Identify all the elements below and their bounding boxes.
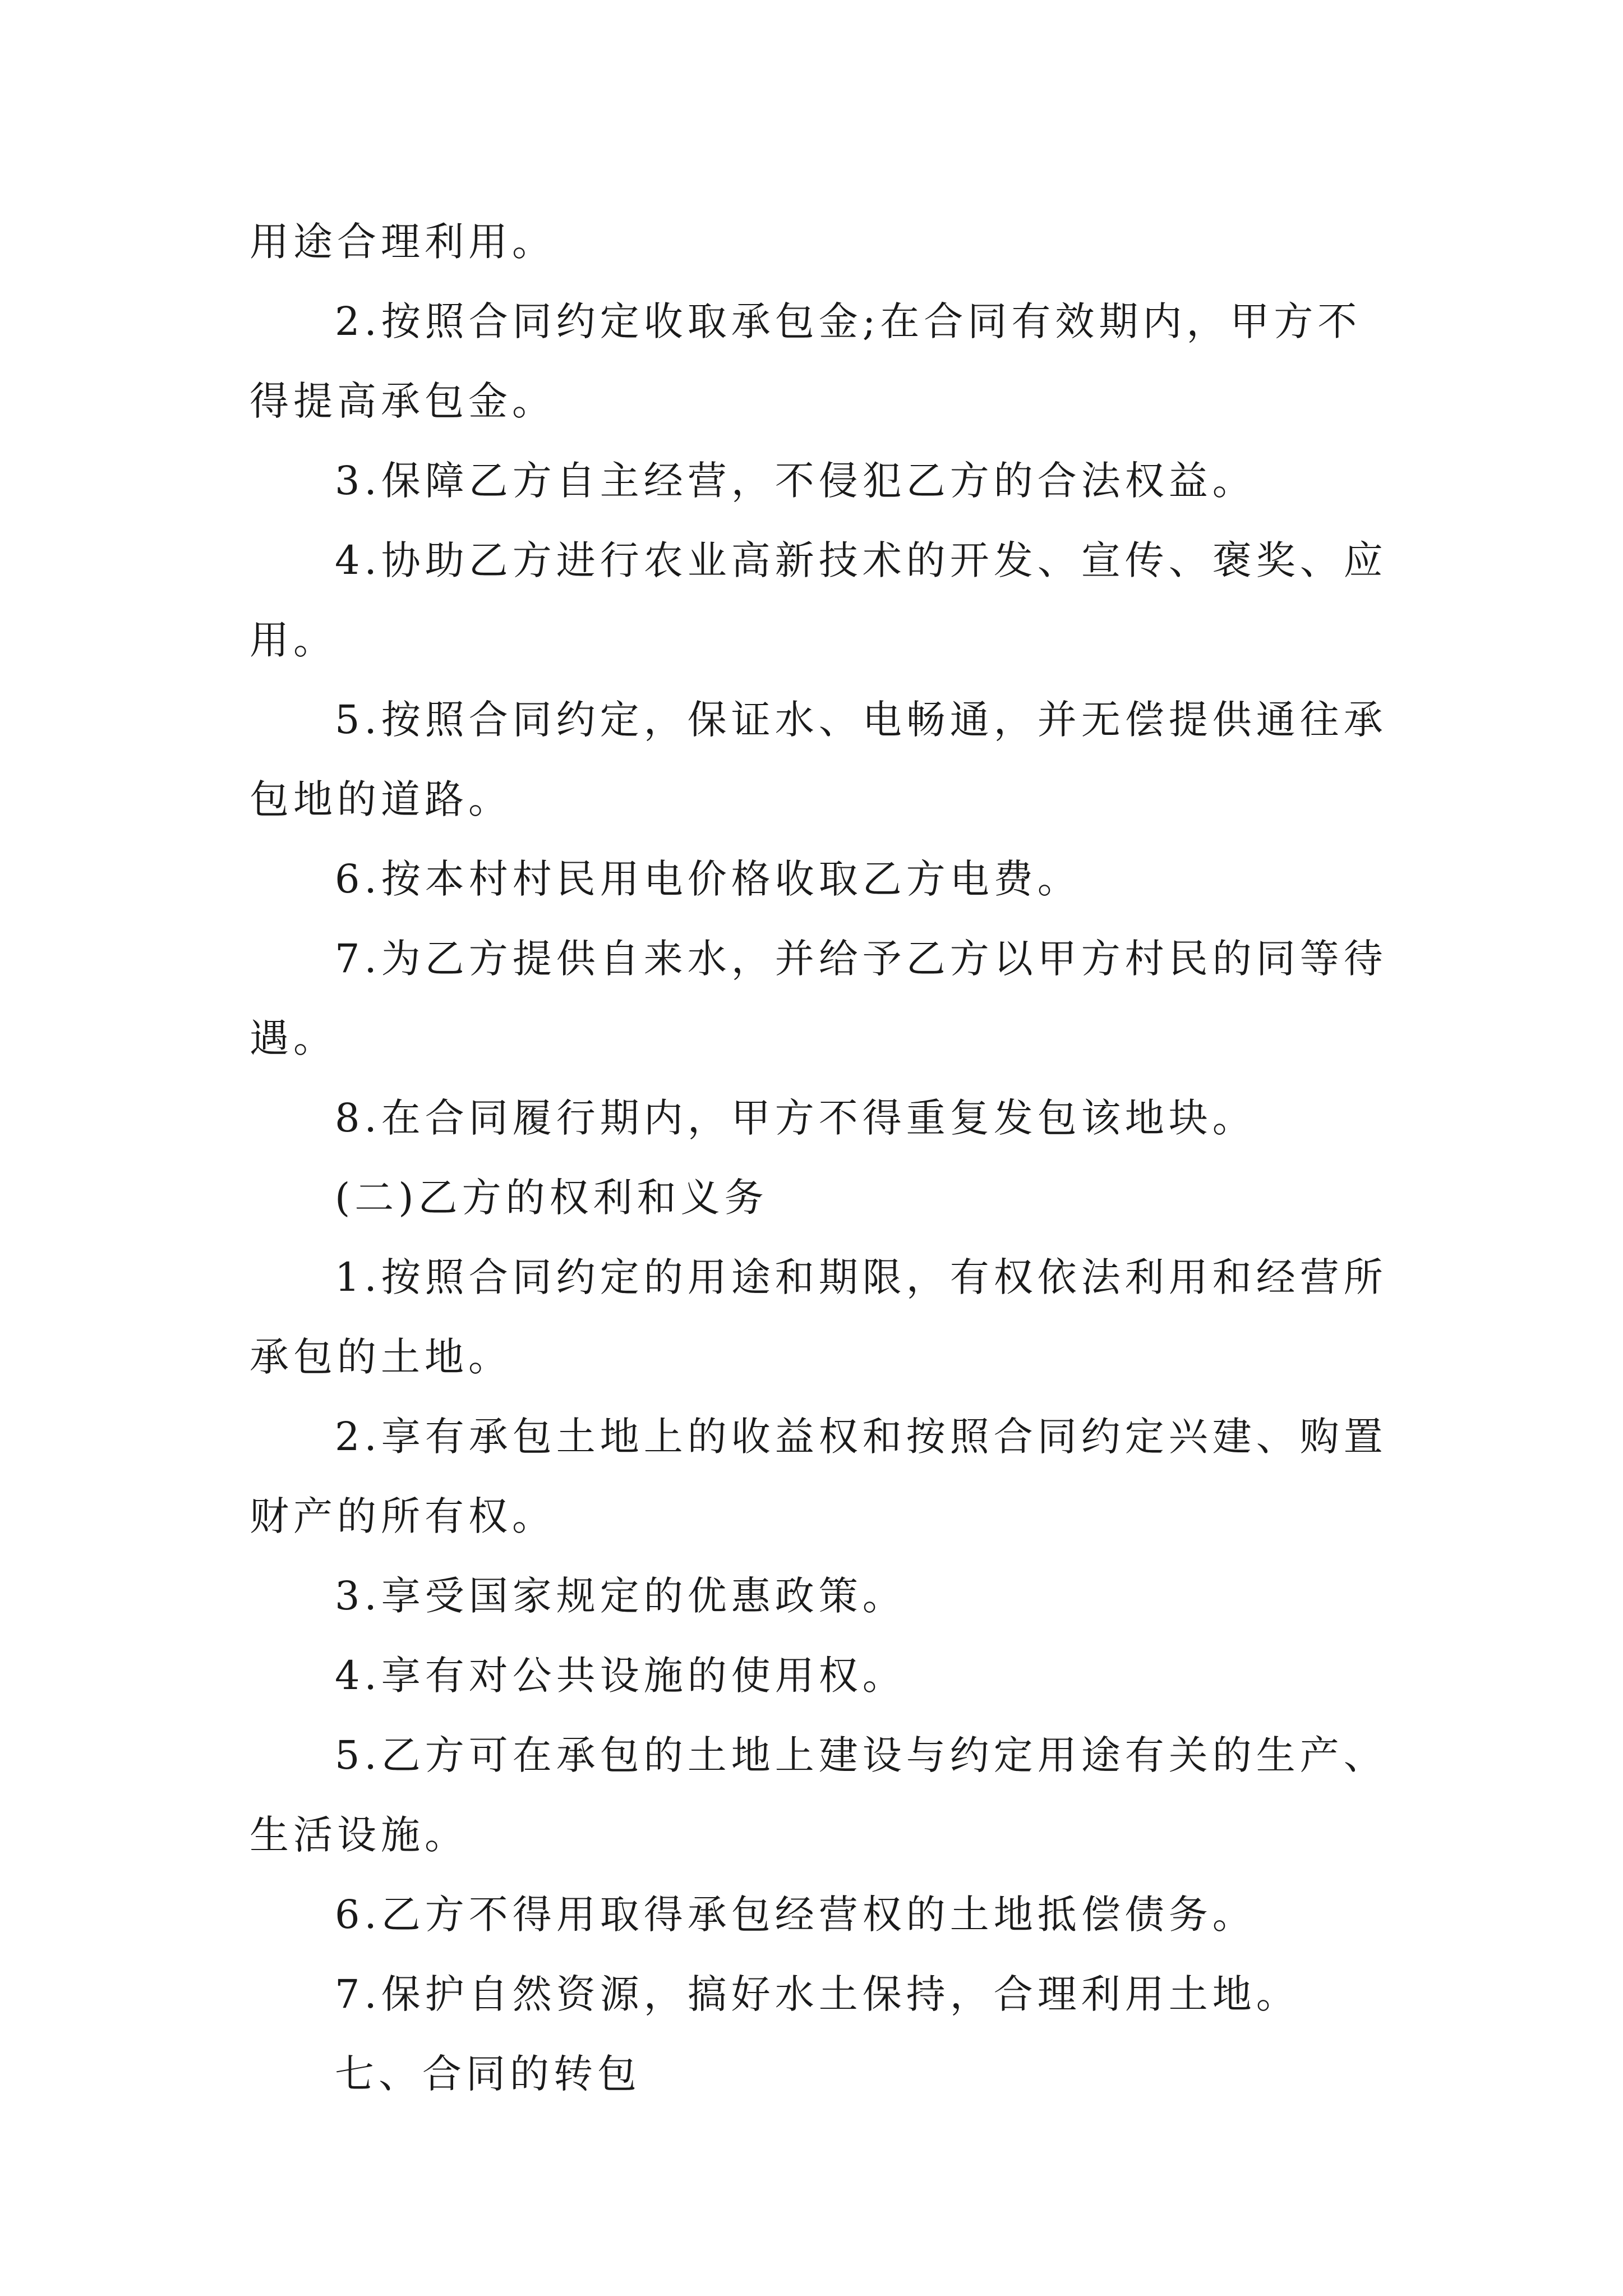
text-line: 2.按照合同约定收取承包金;在合同有效期内，甲方不 (335, 298, 1362, 344)
text-line: 4.协助乙方进行农业高新技术的开发、宣传、褒奖、应 (335, 537, 1387, 583)
text-line: 3.享受国家规定的优惠政策。 (335, 1573, 906, 1619)
document-body (250, 202, 1391, 2114)
text-line: 4.享有对公共设施的使用权。 (335, 1653, 906, 1699)
text-line: 5.乙方可在承包的土地上建设与约定用途有关的生产、 (335, 1732, 1387, 1778)
text-line: 7.为乙方提供自来水，并给予乙方以甲方村民的同等待 (335, 936, 1387, 982)
text-line: 6.按本村村民用电价格收取乙方电费。 (335, 856, 1081, 902)
text-line: 8.在合同履行期内，甲方不得重复发包该地块。 (335, 1095, 1256, 1141)
text-line: 生活设施。 (250, 1812, 468, 1858)
text-line: 7.保护自然资源，搞好水土保持，合理利用土地。 (335, 1971, 1300, 2017)
text-line: 财产的所有权。 (250, 1493, 556, 1539)
text-line: 6.乙方不得用取得承包经营权的土地抵偿债务。 (335, 1892, 1256, 1938)
text-line: 2.享有承包土地上的收益权和按照合同约定兴建、购置 (335, 1414, 1387, 1460)
text-line: 1.按照合同约定的用途和期限，有权依法利用和经营所 (335, 1254, 1387, 1300)
section-heading: (二)乙方的权利和义务 (335, 1175, 768, 1221)
text-line: 3.保障乙方自主经营，不侵犯乙方的合法权益。 (335, 458, 1256, 504)
text-line: 用。 (250, 617, 337, 663)
text-line: 遇。 (250, 1015, 337, 1061)
text-line: 承包的土地。 (250, 1334, 512, 1380)
text-line: 包地的道路。 (250, 776, 512, 822)
section-heading: 七、合同的转包 (335, 2051, 641, 2097)
text-line: 用途合理利用。 (250, 219, 556, 265)
text-line: 5.按照合同约定，保证水、电畅通，并无偿提供通往承 (335, 697, 1387, 743)
text-line: 得提高承包金。 (250, 378, 556, 424)
